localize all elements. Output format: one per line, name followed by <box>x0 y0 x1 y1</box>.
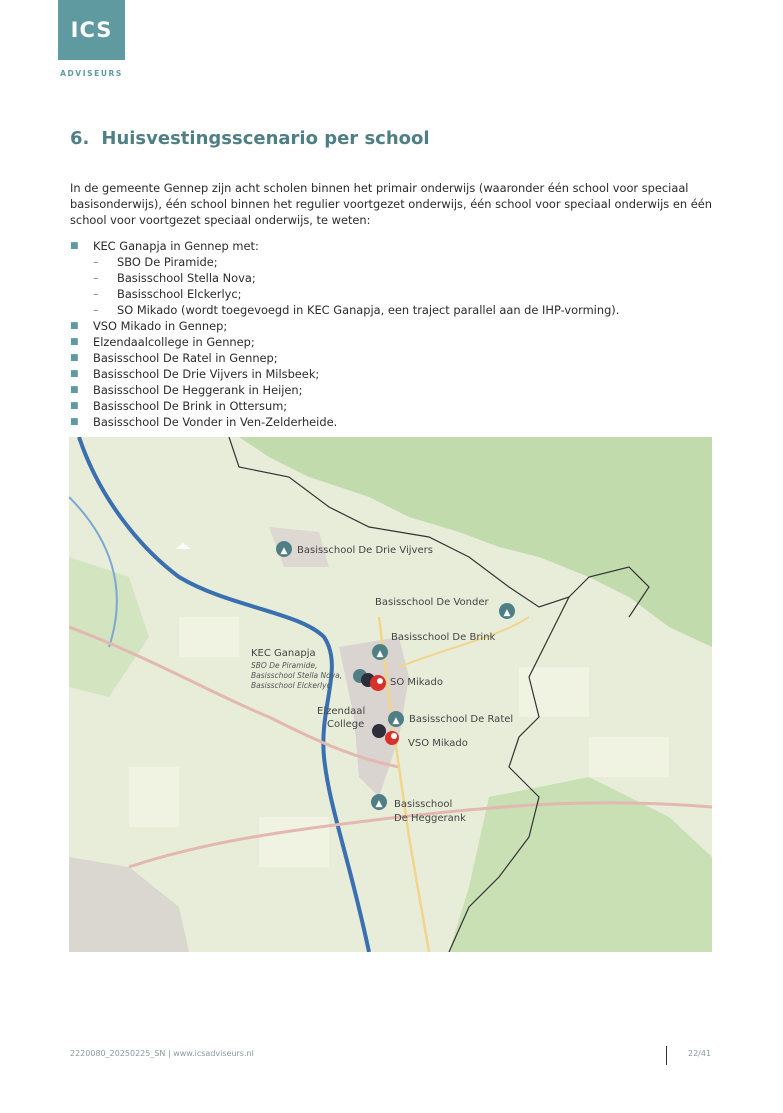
map-label-drie-vijvers: Basisschool De Drie Vijvers <box>297 545 433 556</box>
school-list <box>70 238 730 430</box>
bullet-icon: ■ <box>70 369 79 379</box>
list-item-label: Basisschool De Ratel in Gennep; <box>93 351 278 365</box>
sub-list <box>93 254 730 318</box>
sub-list-label: Basisschool Stella Nova; <box>117 271 256 285</box>
sub-list-label: SBO De Piramide; <box>117 255 218 269</box>
dash-icon: – <box>93 287 99 301</box>
list-item-label: Basisschool De Vonder in Ven-Zelderheide. <box>93 415 338 429</box>
bullet-icon: ■ <box>70 417 79 427</box>
map-label-vso-mikado: VSO Mikado <box>408 738 468 749</box>
map-canvas <box>69 437 712 952</box>
svg-text:▲: ▲ <box>280 546 288 556</box>
footer-page-number: 22/41 <box>688 1049 712 1058</box>
sub-list-item <box>93 302 730 318</box>
school-marker-brink <box>372 644 388 660</box>
sub-list-label: SO Mikado (wordt toegevoegd in KEC Ganapja, een traject parallel aan de IHP-vorming). <box>117 303 620 317</box>
bullet-icon: ■ <box>70 321 79 331</box>
sub-list-item <box>93 286 730 302</box>
list-item <box>70 238 730 318</box>
svg-text:▲: ▲ <box>503 608 511 618</box>
section-title: Huisvestingsscenario per school <box>101 128 430 149</box>
list-item-label: Basisschool De Brink in Ottersum; <box>93 399 288 413</box>
map-label-kec-sub: SBO De Piramide, <box>251 661 318 670</box>
dash-icon: – <box>93 303 99 317</box>
intro-paragraph: In de gemeente Gennep zijn acht scholen binnen het primair onderwijs (waaronder één school voor speciaal basisonderwijs), één school binnen het regulier voortgezet onderwijs, één school voor speciaal onderwijs en één school voor voortgezet speciaal onderwijs, te weten: <box>70 181 712 227</box>
map-label-elzendaal: Elzendaal <box>317 706 366 717</box>
logo-subtitle: ADVISEURS <box>60 69 123 78</box>
map-label-heggerank: Basisschool <box>394 799 453 810</box>
list-item <box>70 318 730 334</box>
map-label-ratel: Basisschool De Ratel <box>409 714 514 725</box>
map-label-kec: KEC Ganapja <box>251 648 316 659</box>
map-label-vonder: Basisschool De Vonder <box>375 597 489 608</box>
footer-divider <box>666 1046 667 1065</box>
list-item-label: KEC Ganapja in Gennep met: <box>93 239 259 253</box>
school-locations-map <box>69 437 712 952</box>
list-item-label: Basisschool De Heggerank in Heijen; <box>93 383 303 397</box>
dash-icon: – <box>93 271 99 285</box>
sub-list-item <box>93 270 730 286</box>
bullet-icon: ■ <box>70 337 79 347</box>
svg-text:▲: ▲ <box>376 649 384 659</box>
list-item <box>70 334 730 350</box>
sub-list-label: Basisschool Elckerlyc; <box>117 287 242 301</box>
list-item <box>70 382 730 398</box>
list-item <box>70 414 730 430</box>
list-item <box>70 398 730 414</box>
sub-list-item <box>93 254 730 270</box>
bullet-icon: ■ <box>70 401 79 411</box>
bullet-icon: ■ <box>70 353 79 363</box>
map-label-brink: Basisschool De Brink <box>391 632 496 643</box>
list-item <box>70 350 730 366</box>
school-marker-elzendaal <box>372 724 386 738</box>
school-marker-so-mikado <box>370 675 386 691</box>
school-marker-drie-vijvers <box>276 541 292 557</box>
school-marker-vso-mikado <box>385 731 399 745</box>
section-heading <box>70 128 430 149</box>
map-label-kec-sub: Basisschool Stella Nova, <box>251 671 343 680</box>
school-marker-vonder <box>499 603 515 619</box>
school-marker-heggerank <box>371 794 387 810</box>
map-label-so-mikado: SO Mikado <box>390 677 444 688</box>
svg-text:▲: ▲ <box>392 716 400 726</box>
list-item-label: Elzendaalcollege in Gennep; <box>93 335 255 349</box>
bullet-icon: ■ <box>70 385 79 395</box>
map-label-elzendaal: College <box>327 719 365 730</box>
list-item-label: Basisschool De Drie Vijvers in Milsbeek; <box>93 367 320 381</box>
ics-logo: ICS <box>58 0 125 60</box>
footer-document-ref: 2220080_20250225_SN | www.icsadviseurs.nl <box>70 1049 254 1058</box>
dash-icon: – <box>93 255 99 269</box>
list-item-label: VSO Mikado in Gennep; <box>93 319 228 333</box>
map-label-kec-sub: Basisschool Elckerlyc <box>251 681 331 690</box>
list-item <box>70 366 730 382</box>
map-label-heggerank: De Heggerank <box>394 813 466 824</box>
bullet-icon: ■ <box>70 241 79 251</box>
svg-text:▲: ▲ <box>375 799 383 809</box>
school-marker-ratel <box>388 711 404 727</box>
section-number: 6. <box>70 128 90 149</box>
